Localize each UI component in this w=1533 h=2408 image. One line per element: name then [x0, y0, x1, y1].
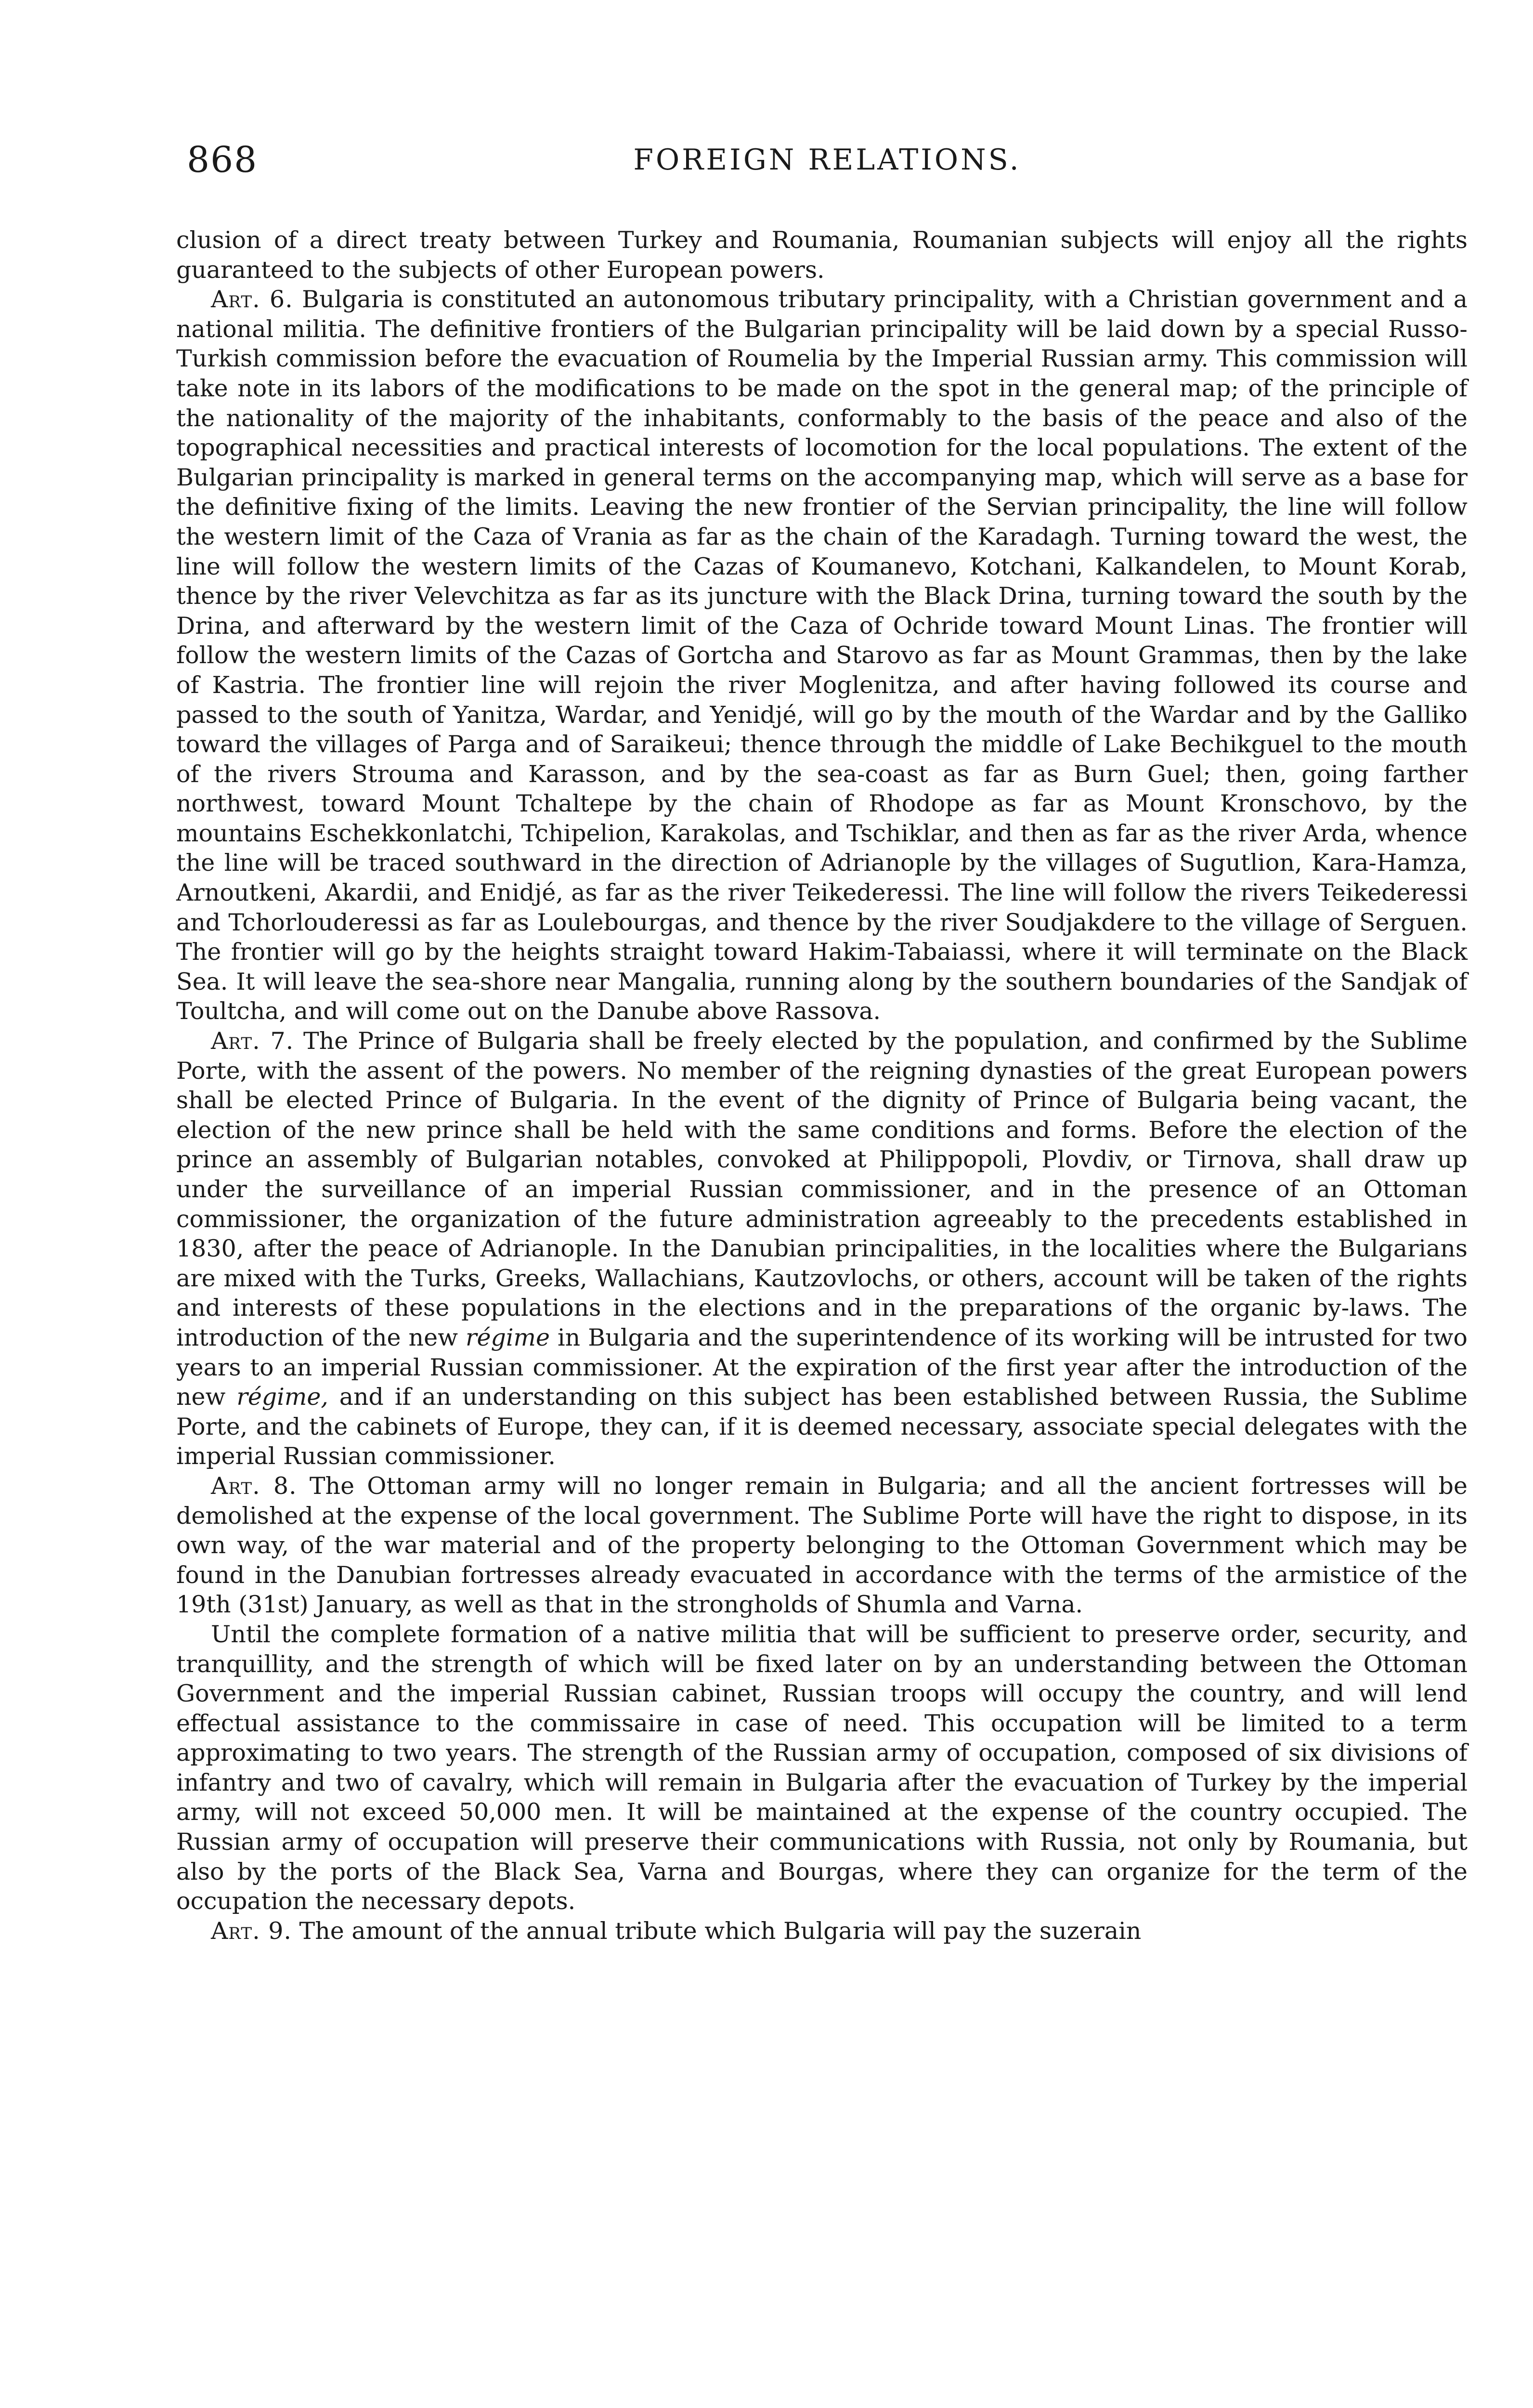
article-label: Art. 6. [211, 286, 293, 314]
italic-term: régime [466, 1323, 550, 1351]
running-head: FOREIGN RELATIONS. [633, 143, 1021, 177]
paragraph-text: Bulgaria is constituted an autonomous tributary principality, with a Christian government and a national militia. The definitive frontiers of the Bulgarian principality will be laid down by a special Russo-Turkish commission before the evacuation of Roumelia by the Imperial Russian army. This commission will take note in its labors of the modifications to be made on the spot in the general map; of the principle of the nationality of the majority of the inhabitants, conformably to the basis of the peace and also of the topographical necessities and practical interests of locomotion for the local populations. The extent of the Bulgarian principality is marked in general terms on the accompanying map, which will serve as a base for the definitive fixing of the limits. Leaving the new frontier of the Servian principality, the line will follow the western limit of the Caza of Vrania as far as the chain of the Karadagh. Turning toward the west, the line will follow the western limits of the Cazas of Koumanevo, Kotchani, Kalkandelen, to Mount Korab, thence by the river Velevchitza as far as its juncture with the Black Drina, turning toward the south by the Drina, and afterward by the western limit of the Caza of Ochride toward Mount Linas. The frontier will follow the western limits of the Cazas of Gortcha and Starovo as far as Mount Grammas, then by the lake of Kastria. The frontier line will rejoin the river Moglenitza, and after having followed its course and passed to the south of Yanitza, Wardar, and Yenidjé, will go by the mouth of the Wardar and by the Galliko toward the villages of Parga and of Saraikeui; thence through the middle of Lake Bechikguel to the mouth of the rivers Strouma and Karasson, and by the sea-coast as far as Burn Guel; then, going farther northwest, toward Mount Tchaltepe by the chain of Rhodope as far as Mount Kronschovo, by the mountains Eschekkonlatchi, Tchipelion, Karakolas, and Tschiklar, and then as far as the river Arda, whence the line will be traced southward in the direction of Adrianople by the villages of Sugutlion, Kara-Hamza, Arnoutkeni, Akardii, and Enidjé, as far as the river Teikederessi. The line will follow the rivers Teikederessi and Tchorlouderessi as far as Loulebourgas, and thence by the river Soudjakdere to the village of Serguen. The frontier will go by the heights straight toward Hakim-Tabaiassi, where it will terminate on the Black Sea. It will leave the sea-shore near Mangalia, running along by the southern boundaries of the Sandjak of Toultcha, and will come out on the Danube above Rassova. [176, 286, 1468, 1025]
article-6-paragraph [176, 285, 1468, 1026]
paragraph-text: clusion of a direct treaty between Turkey and Roumania, Roumanian subjects will enjoy all the rights guaranteed to the subjects of other European powers. [176, 226, 1468, 284]
paragraph-text: The amount of the annual tribute which Bulgaria will pay the suzerain [299, 1917, 1142, 1945]
article-label: Art. 7. [211, 1027, 294, 1055]
article-label: Art. 9. [211, 1917, 292, 1945]
article-8-paragraph [176, 1471, 1468, 1620]
page-header [187, 136, 1468, 184]
article-label: Art. 8. [211, 1472, 297, 1500]
occupation-paragraph [176, 1620, 1468, 1916]
italic-term: régime, [236, 1383, 328, 1411]
page-number: 868 [187, 139, 258, 181]
paragraph-text: The Prince of Bulgaria shall be freely elected by the population, and confirmed by the Sublime Porte, with the assent of the powers. No member of the reigning dynasties of the great European powers shall be elected Prince of Bulgaria. In the event of the dignity of Prince of Bulgaria being vacant, the election of the new prince shall be held with the same conditions and forms. Before the election of the prince an assembly of Bulgarian notables, convoked at Philippopoli, Plovdiv, or Tirnova, shall draw up under the surveillance of an imperial Russian commissioner, and in the presence of an Ottoman commissioner, the organization of the future administration agreeably to the precedents established in 1830, after the peace of Adrianople. In the Danubian principalities, in the localities where the Bulgarians are mixed with the Turks, Greeks, Wallachians, Kautzovlochs, or others, account will be taken of the rights and interests of these populations in the elections and in the preparations of the organic by-laws. The introduction of the new [176, 1027, 1468, 1351]
paragraph-text: Until the complete formation of a native militia that will be sufficient to preserve order, security, and tranquillity, and the strength of which will be fixed later on by an understanding between the Ottoman Government and the imperial Russian cabinet, Russian troops will occupy the country, and will lend effectual assistance to the commissaire in case of need. This occupation will be limited to a term approximating to two years. The strength of the Russian army of occupation, composed of six divisions of infantry and two of cavalry, which will remain in Bulgaria after the evacuation of Turkey by the imperial army, will not exceed 50,000 men. It will be maintained at the expense of the country occupied. The Russian army of occupation will preserve their communications with Russia, not only by Roumania, but also by the ports of the Black Sea, Varna and Bourgas, where they can organize for the term of the occupation the necessary depots. [176, 1620, 1468, 1915]
paragraph-text: in Bulgaria and the superintendence of its working will be intrusted for two years to an imperial Russian commissioner. At the expiration of the first year after the introduction of the new [176, 1323, 1468, 1411]
article-7-paragraph [176, 1026, 1468, 1471]
body-text [176, 225, 1468, 1946]
paragraph-text: and if an understanding on this subject has been established between Russia, the Sublime Porte, and the cabinets of Europe, they can, if it is deemed necessary, associate special delegates with the imperial Russian commissioner. [176, 1383, 1468, 1470]
paragraph-text: The Ottoman army will no longer remain in Bulgaria; and all the ancient fortresses will be demolished at the expense of the local government. The Sublime Porte will have the right to dispose, in its own way, of the war material and of the property belonging to the Ottoman Government which may be found in the Danubian fortresses already evacuated in accordance with the terms of the armistice of the 19th (31st) January, as well as that in the strongholds of Shumla and Varna. [176, 1472, 1468, 1619]
article-9-paragraph [176, 1916, 1468, 1946]
paragraph-continuation [176, 225, 1468, 285]
